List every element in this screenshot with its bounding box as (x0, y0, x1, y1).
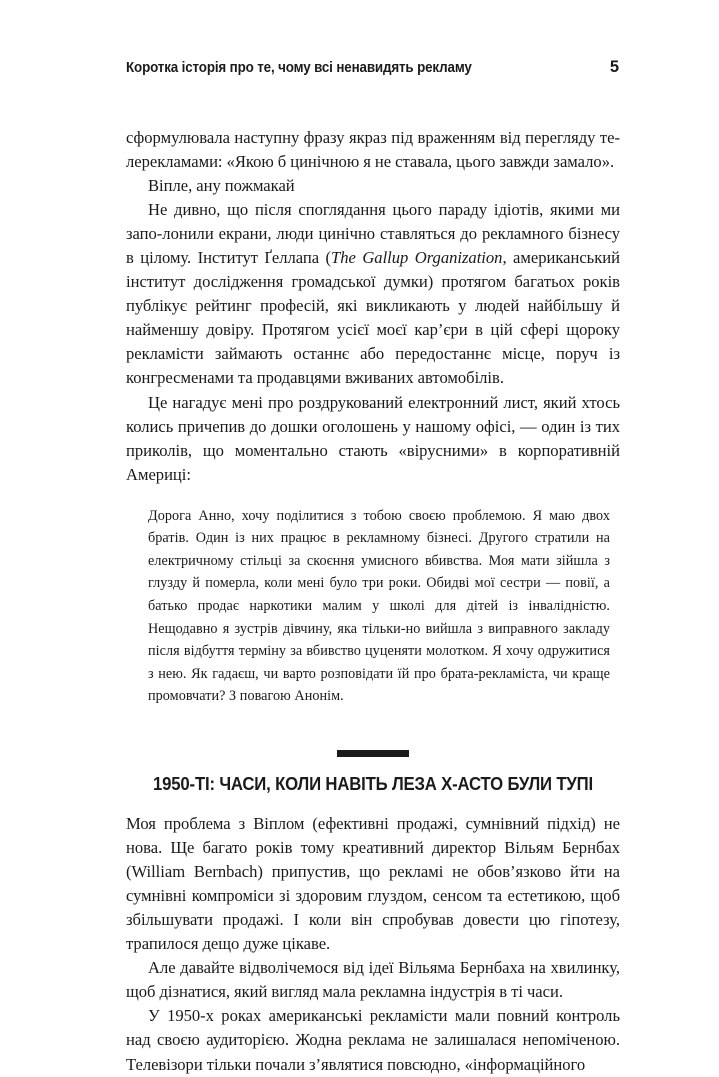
paragraph-email-intro: Це нагадує мені про роздрукований електронний лист, який хтось колись причепив до дошки оголошень у нашому офісі, — один із тих приколів, що моментально стають «вірусними» в корпоративній Америці: (126, 392, 620, 484)
section-heading: 1950-ТІ: ЧАСИ, КОЛИ НАВІТЬ ЛЕЗА Х-АСТО БУЛИ ТУПІ (153, 773, 593, 795)
paragraph-gallup-text-before: Не дивно, що після споглядання цього параду ідіотів, якими ми запо-лонили екрани, люди цинічно ставляться до рекламного бізнесу в цілому. Інститут Ґеллапа ( (126, 200, 620, 268)
paragraph-detour: Але давайте відволічемося від ідеї Вільяма Бернбаха на хвилинку, щоб дізнатися, який вигляд мала рекламна індустрія в ті часи. (126, 958, 620, 1002)
paragraph-1950s: У 1950-х роках американські рекламісти мали повний контроль над своєю аудиторією. Жодна реклама не залишалася непоміченою. Телевізори тільки почали з’являтися повсюдно, «інформаційного (126, 1006, 620, 1074)
paragraph-whipple-callout: Віпле, ану пожмакай (148, 176, 295, 196)
section-divider (126, 740, 620, 766)
paragraph-continuation: сформулювала наступну фразу якраз під враженням від перегляду те-лерекламами: «Якою б цинічною я не ставала, цього завжди замало». (126, 128, 620, 172)
paragraph-gallup-text-after: , американський інститут дослідження громадської думки) протягом багатьох років публікує рейтинг професій, які викликають у людей найбільшу й найменшу довіру. Протягом усієї моєї кар’єри в цій сфері щороку рекламісти займають останнє або передостаннє місце, поруч із конгресменами та продавцями вживаних автомобілів. (126, 248, 620, 388)
gallup-organization-italic: The Gallup Organization (331, 248, 503, 268)
running-head-title: Коротка історія про те, чому всі ненавидять рекламу (126, 60, 472, 76)
paragraph-bernbach: Моя проблема з Віплом (ефективні продажі, сумнівний підхід) не нова. Ще багато років тому креативний директор Вільям Бернбах (William Bernbach) припустив, що рекламі не обов’язково йти на сумнівні компроміси зі здоровим глуздом, сенсом та естетикою, щоб збільшувати продажі. І коли він спробував довести цю гіпотезу, трапилося дещо дуже цікаве. (126, 814, 620, 954)
paragraph-gallup (126, 198, 620, 390)
divider-bar-icon (337, 750, 409, 757)
page-number: 5 (609, 58, 619, 76)
running-header (126, 58, 619, 77)
anonymous-letter-blockquote: Дорога Анно, хочу поділитися з тобою своєю проблемою. Я маю двох братів. Один із них працює в рекламному бізнесі. Другого стратили на електричному стільці за скоєння умисного вбивства. Моя мати зійшла з глузду й померла, коли мені було три роки. Обидві мої сестри — повії, а батько продає наркотики малим у школі для дітей із інвалідністю. Нещодавно я зустрів дівчину, яка тільки-но вийшла з виправного закладу після відбуття терміну за вбивство цуценяти молотком. Я хочу одружитися з нею. Як гадаєш, чи варто розповідати їй про брата-рекламіста, чи краще промовчати? З повагою Анонім. (148, 507, 610, 705)
text-column (126, 126, 620, 1077)
